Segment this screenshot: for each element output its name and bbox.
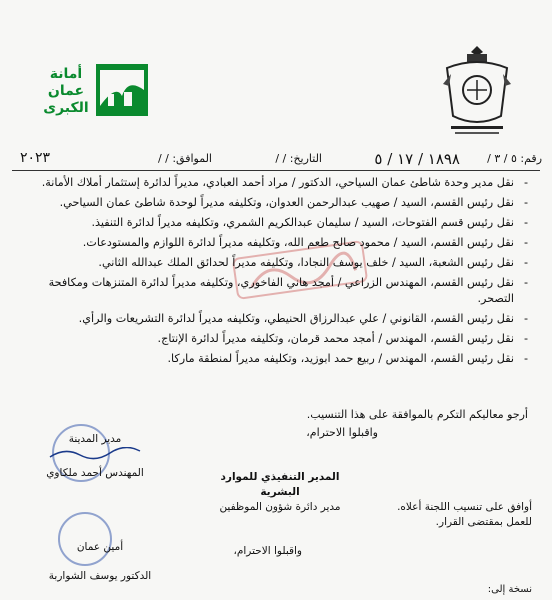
gam-logo-text (38, 66, 94, 117)
transfer-list (13, 175, 528, 371)
approval-block (352, 500, 532, 530)
list-item: - نقل رئيس القسم، السيد / صهيب عبدالرحمن العدوان، وتكليفه مديراً لوحدة شاطئ عمان السياحي. (13, 195, 528, 211)
mayor-signature (40, 540, 160, 584)
list-item: - نقل رئيس القسم، القانوني / علي عبدالرزاق الحنيطي، وتكليفه مديراً لدائرة التشريعات والرأي. (13, 311, 528, 327)
ref-prefix: رقم: ٥ / ٣ / (487, 152, 542, 165)
org-name-line-2: عمان (47, 83, 85, 99)
hr-director-signature (200, 470, 360, 515)
list-item: - نقل رئيس القسم، المهندس الزراعي / أمجد هاني الفاخوري، وتكليفه مديراً لدائرة المتنزهات ومكافحة التصحر. (13, 275, 528, 307)
closing-respect: واقبلوا الاحترام، (306, 426, 378, 439)
year-value: ٢٠٢٣ (20, 150, 51, 166)
list-item: - نقل رئيس قسم الفتوحات، السيد / سليمان عبدالكريم الشمري، وتكليفه مديراً لدائرة التنفيذ. (13, 215, 528, 231)
approval-line-1: أوافق على تنسيب اللجنة أعلاه. (397, 501, 532, 513)
coat-of-arms-logo (437, 38, 517, 138)
list-item: - نقل رئيس القسم، السيد / محمود صالح طعم الله، وتكليفه مديراً لدائرة اللوازم والمستودعات. (13, 235, 528, 251)
list-item: - نقل رئيس القسم، المهندس / ربيع حمد ابوزيد، وتكليفه مديراً لمنطقة ماركا. (13, 351, 528, 367)
mayor-name: الدكتور يوسف الشواربة (48, 570, 152, 582)
list-item: - نقل مدير وحدة شاطئ عمان السياحي، الدكتور / مراد أحمد العبادي، مديراً لدائرة إستثمار أملاك الأمانة. (13, 175, 528, 191)
approval-line-2: للعمل بمقتضى القرار. (435, 516, 532, 528)
date-label: التاريخ: / / (275, 152, 322, 165)
city-manager-title: مدير المدينة (68, 433, 122, 445)
list-item: - نقل رئيس القسم، المهندس / أمجد محمد قرمان، وتكليفه مديراً لدائرة الإنتاج. (13, 331, 528, 347)
ref-number: ١٨٩٨ / ١٧ / ٥ (374, 150, 460, 168)
mayor-title: أمين عمان (76, 541, 124, 553)
closing-request: أرجو معاليكم التكرم بالموافقة على هذا التنسيب. (306, 408, 528, 421)
list-item: - نقل رئيس الشعبة، السيد / خلف يوسف النجادا، وتكليفه مديراً لحدائق الملك عبدالله الثاني. (13, 255, 528, 271)
city-manager-signature (35, 432, 155, 481)
org-name-line-1: أمانة (49, 66, 83, 82)
hijri-date-label: الموافق: / / (157, 152, 212, 165)
approval-respect: واقبلوا الاحترام، (233, 545, 302, 557)
signature-scribble-icon (45, 447, 145, 461)
hr-subtitle: مدير دائرة شؤون الموظفين (219, 501, 341, 513)
org-name-line-3: الكبرى (43, 100, 89, 116)
copy-to-label: نسخة إلى: (487, 584, 532, 595)
footer (0, 582, 552, 600)
reference-line (0, 150, 552, 172)
hr-title: المدير التنفيذي للموارد البشرية (220, 471, 340, 498)
city-manager-name: المهندس أحمد ملكاوي (46, 467, 144, 479)
header-divider (12, 170, 540, 171)
